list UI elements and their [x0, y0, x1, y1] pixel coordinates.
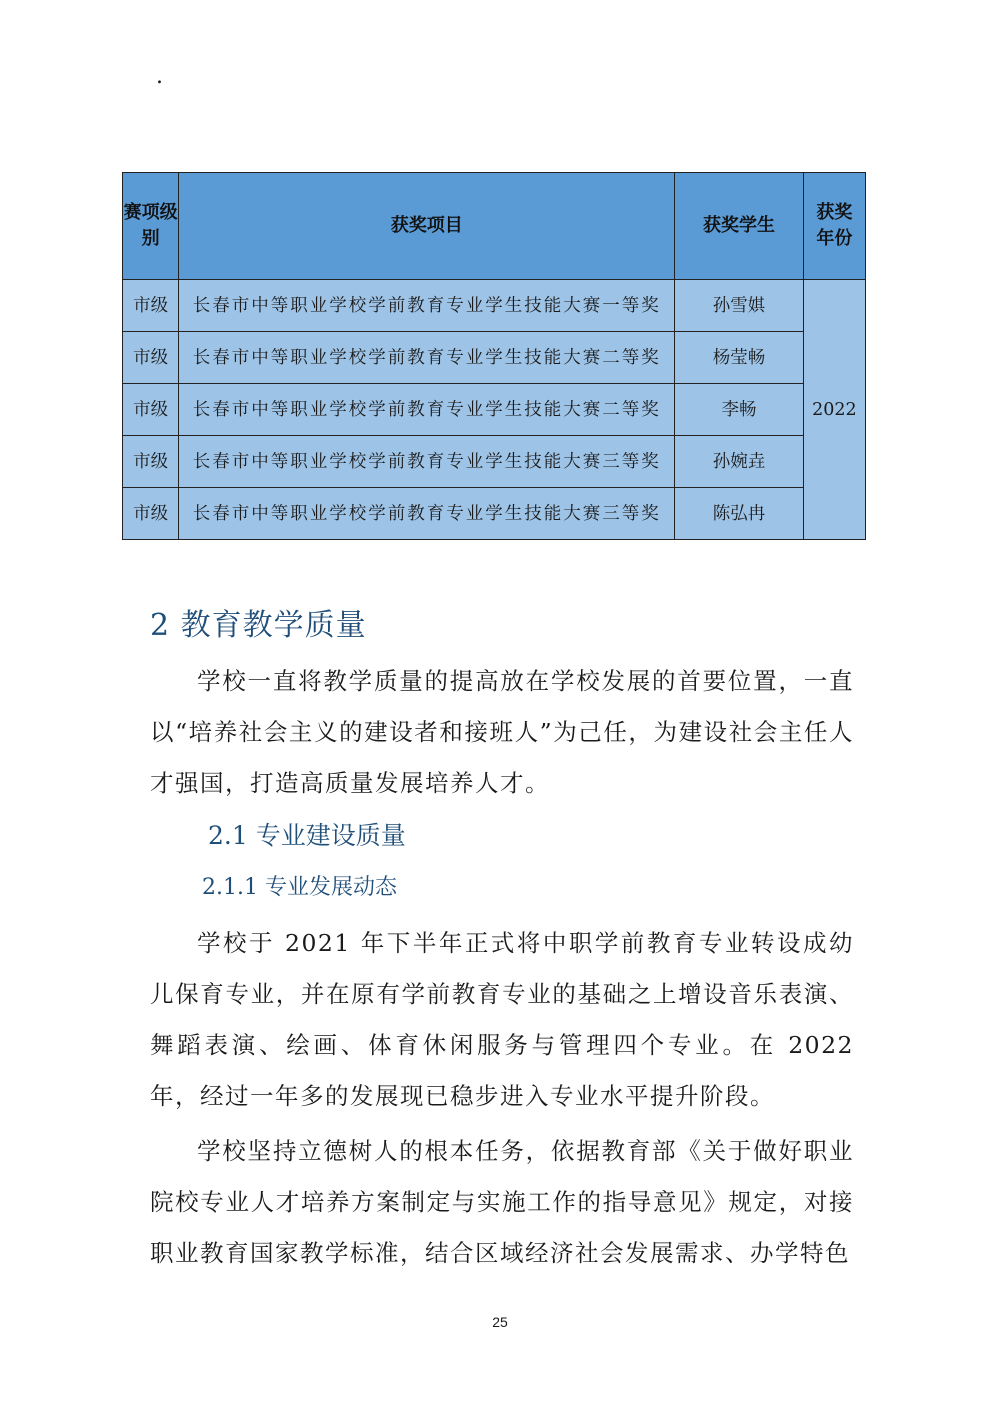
header-student: 获奖学生	[675, 173, 804, 280]
table-row	[123, 332, 866, 384]
table-row	[123, 488, 866, 540]
page-number: 25	[492, 1314, 508, 1330]
cell-student: 陈弘冉	[675, 488, 804, 540]
cell-level: 市级	[123, 488, 179, 540]
table-row	[123, 436, 866, 488]
page-marker: .	[156, 64, 163, 89]
cell-level: 市级	[123, 436, 179, 488]
cell-student: 孙雪娸	[675, 280, 804, 332]
cell-level: 市级	[123, 332, 179, 384]
cell-student: 孙婉垚	[675, 436, 804, 488]
cell-level: 市级	[123, 280, 179, 332]
header-year: 获奖年份	[803, 173, 865, 280]
awards-table	[122, 172, 866, 540]
header-level: 赛项级别	[123, 173, 179, 280]
body-paragraph-2: 学校坚持立德树人的根本任务，依据教育部《关于做好职业院校专业人才培养方案制定与实施工作的指导意见》规定，对接职业教育国家教学标准，结合区域经济社会发展需求、办学特色	[150, 1137, 854, 1267]
header-project: 获奖项目	[179, 173, 675, 280]
section-heading: 2 教育教学质量	[150, 608, 367, 643]
cell-project: 长春市中等职业学校学前教育专业学生技能大赛二等奖	[179, 332, 675, 384]
cell-level: 市级	[123, 384, 179, 436]
cell-project: 长春市中等职业学校学前教育专业学生技能大赛三等奖	[179, 436, 675, 488]
table-row	[123, 280, 866, 332]
table-row	[123, 384, 866, 436]
table-header-row	[123, 173, 866, 280]
cell-project: 长春市中等职业学校学前教育专业学生技能大赛一等奖	[179, 280, 675, 332]
cell-student: 杨莹畅	[675, 332, 804, 384]
subsub-heading: 2.1.1 专业发展动态	[202, 875, 397, 900]
body-paragraph-1: 学校于 2021 年下半年正式将中职学前教育专业转设成幼儿保育专业，并在原有学前教育专业的基础之上增设音乐表演、舞蹈表演、绘画、体育休闲服务与管理四个专业。在 2022 年，经过一年多的发展现已稳步进入专业水平提升阶段。	[150, 929, 854, 1110]
cell-year: 2022	[803, 280, 865, 540]
cell-project: 长春市中等职业学校学前教育专业学生技能大赛三等奖	[179, 488, 675, 540]
intro-paragraph: 学校一直将教学质量的提高放在学校发展的首要位置，一直以“培养社会主义的建设者和接班人”为己任，为建设社会主任人才强国，打造高质量发展培养人才。	[150, 667, 854, 797]
cell-student: 李畅	[675, 384, 804, 436]
sub-heading: 2.1 专业建设质量	[208, 821, 406, 850]
cell-project: 长春市中等职业学校学前教育专业学生技能大赛二等奖	[179, 384, 675, 436]
